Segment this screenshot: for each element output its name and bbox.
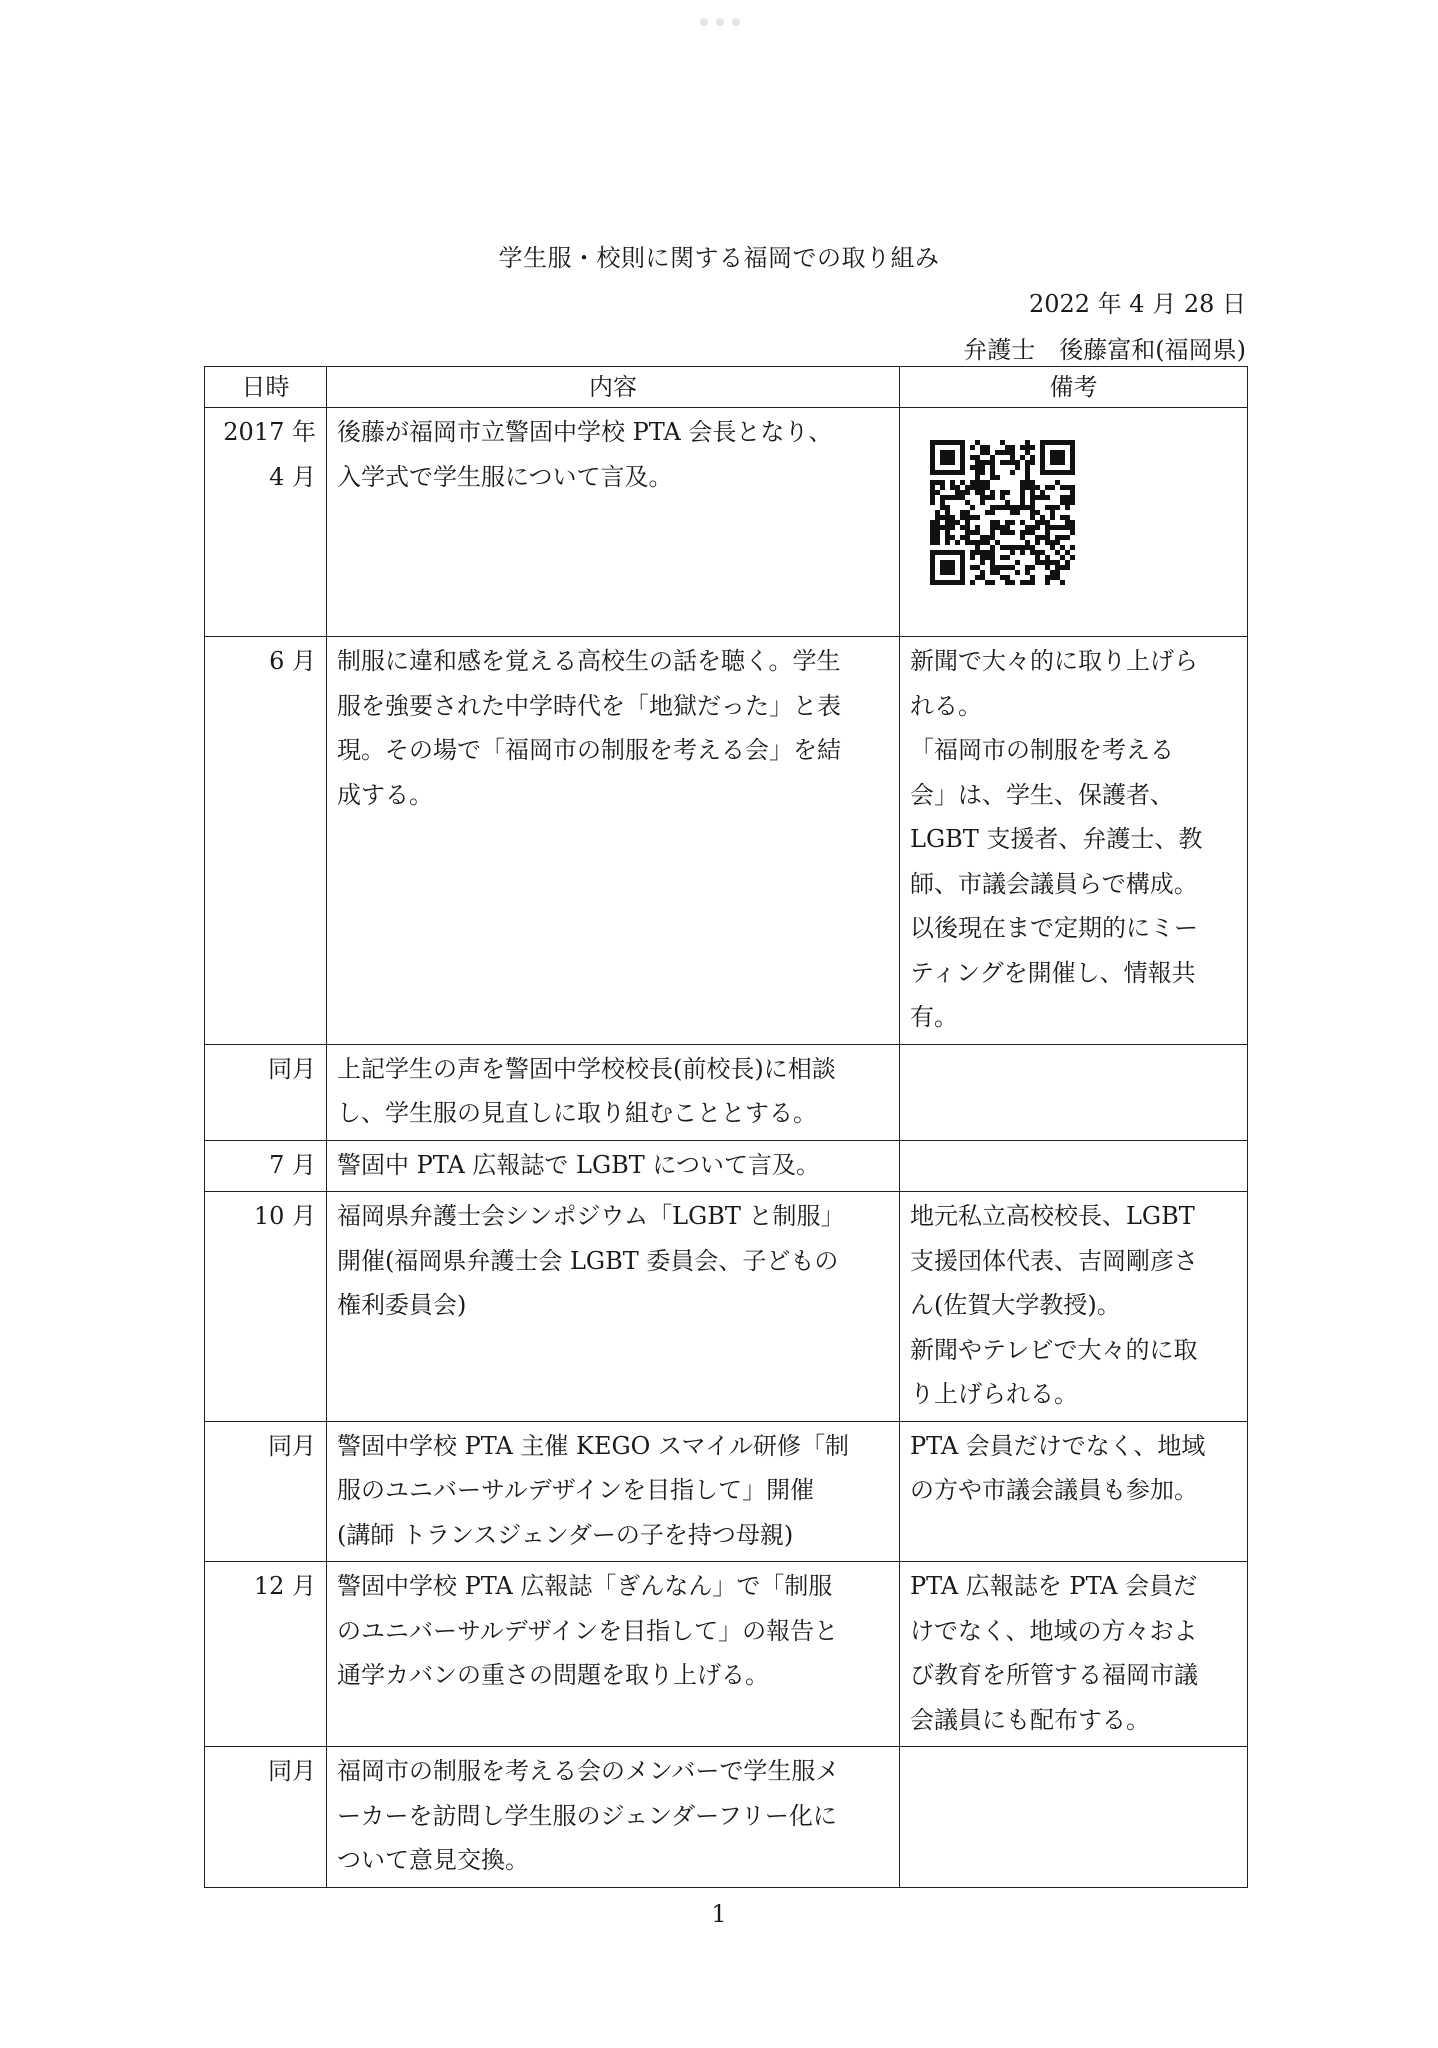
row-date [205,1562,327,1747]
window-dots [700,18,740,26]
row-note [900,637,1248,1045]
row-note-line: び教育を所管する福岡市議 [910,1661,1198,1689]
row-content-line: のユニバーサルデザインを目指して」の報告と [337,1616,839,1645]
table-row [205,1562,1248,1747]
table-row [205,1140,1248,1192]
row-date-line: 4 月 [269,462,316,491]
row-date-line: 同月 [268,1431,316,1460]
row-note [900,408,1248,637]
row-note [900,1747,1248,1888]
dot-icon [732,18,740,26]
row-content-line: 入学式で学生服について言及。 [337,462,673,491]
row-content-line: ついて意見交換。 [337,1846,529,1874]
row-content-line: 現。その場で「福岡市の制服を考える会」を結 [337,736,841,764]
row-date [205,1044,327,1140]
row-content [327,408,900,637]
row-content-line: し、学生服の見直しに取り組むこととする。 [337,1099,817,1127]
row-note-line: 有。 [910,1003,958,1031]
table-header-row [205,367,1248,408]
row-content-line: 権利委員会) [337,1291,467,1319]
row-note-line: れる。 [910,691,982,720]
row-note-line: 会議員にも配布する。 [910,1705,1150,1734]
row-note [900,1562,1248,1747]
document-date: 2022 年 4 月 28 日 [1028,290,1246,318]
row-note-line: LGBT 支援者、弁護士、教 [910,825,1203,853]
timeline-table [204,366,1248,1888]
table-row [205,1044,1248,1140]
header-note: 備考 [900,367,1248,408]
table-row [205,408,1248,637]
row-date-line: 同月 [268,1054,316,1083]
row-note-line: ん(佐賀大学教授)。 [910,1291,1121,1319]
header-date: 日時 [205,367,327,408]
row-note-line: 地元私立高校校長、LGBT [910,1202,1195,1230]
row-date-line: 12 月 [253,1572,316,1600]
row-content [327,1747,900,1888]
header-content: 内容 [327,367,900,408]
row-date [205,1421,327,1562]
row-date [205,1140,327,1192]
page-number: 1 [711,1900,727,1928]
row-note-line: ティングを開催し、情報共 [910,958,1196,987]
document-title: 学生服・校則に関する福岡での取り組み [498,244,940,272]
row-note [900,1421,1248,1562]
row-note-line: 新聞やテレビで大々的に取 [910,1335,1198,1364]
row-content-line: 福岡県弁護士会シンポジウム「LGBT と制服」 [337,1202,845,1230]
row-content-line: 服のユニバーサルデザインを目指して」開催 [337,1476,815,1504]
row-note-line: 以後現在まで定期的にミー [910,914,1198,942]
row-content-line: 後藤が福岡市立警固中学校 PTA 会長となり、 [337,418,833,446]
row-content-line: (講師 トランスジェンダーの子を持つ母親) [337,1520,794,1549]
row-content-line: 開催(福岡県弁護士会 LGBT 委員会、子どもの [337,1246,839,1275]
row-content [327,1044,900,1140]
row-date-line: 2017 年 [223,418,316,446]
row-note-line: PTA 広報誌を PTA 会員だ [910,1572,1198,1600]
row-content [327,1192,900,1422]
row-content-line: ーカーを訪問し学生服のジェンダーフリー化に [337,1801,837,1830]
row-content-line: 福岡市の制服を考える会のメンバーで学生服メ [337,1757,840,1785]
row-content [327,637,900,1045]
row-note-line: 師、市議会議員らで構成。 [910,869,1198,898]
row-content-line: 警固中 PTA 広報誌で LGBT について言及。 [337,1150,820,1179]
row-note-line: 会」は、学生、保護者、 [910,780,1174,809]
row-note-line: PTA 会員だけでなく、地域 [910,1431,1206,1460]
dot-icon [700,18,708,26]
row-content-line: 服を強要された中学時代を「地獄だった」と表 [337,691,841,720]
document-author: 弁護士 後藤富和(福岡県) [963,336,1246,364]
row-content [327,1140,900,1192]
row-note-line: の方や市議会議員も参加。 [910,1476,1198,1504]
row-date-line: 7 月 [269,1150,316,1179]
row-content-line: 成する。 [337,780,433,809]
row-note [900,1140,1248,1192]
row-date [205,1192,327,1422]
row-note-line: 新聞で大々的に取り上げら [910,647,1198,675]
row-note [900,1044,1248,1140]
row-note [900,1192,1248,1422]
table-row [205,1192,1248,1422]
row-content-line: 上記学生の声を警固中学校校長(前校長)に相談 [337,1054,836,1083]
row-date-line: 6 月 [269,647,316,675]
table-body [205,408,1248,1888]
table-row [205,1421,1248,1562]
row-content [327,1562,900,1747]
dot-icon [716,18,724,26]
row-content [327,1421,900,1562]
row-date [205,408,327,637]
table-row [205,1747,1248,1888]
row-note-line: けでなく、地域の方々およ [910,1616,1198,1645]
row-date [205,637,327,1045]
row-note-line: 支援団体代表、吉岡剛彦さ [910,1246,1198,1275]
row-content-line: 通学カバンの重さの問題を取り上げる。 [337,1661,769,1689]
row-date-line: 10 月 [253,1202,316,1230]
row-date [205,1747,327,1888]
row-content-line: 警固中学校 PTA 広報誌「ぎんなん」で「制服 [337,1572,833,1600]
table-row [205,637,1248,1045]
qr-code-icon [910,410,1237,600]
row-content-line: 制服に違和感を覚える高校生の話を聴く。学生 [337,647,841,675]
row-content-line: 警固中学校 PTA 主催 KEGO スマイル研修「制 [337,1431,850,1460]
row-note-line: 「福岡市の制服を考える [910,736,1174,764]
row-date-line: 同月 [268,1757,316,1785]
row-note-line: り上げられる。 [910,1380,1078,1408]
